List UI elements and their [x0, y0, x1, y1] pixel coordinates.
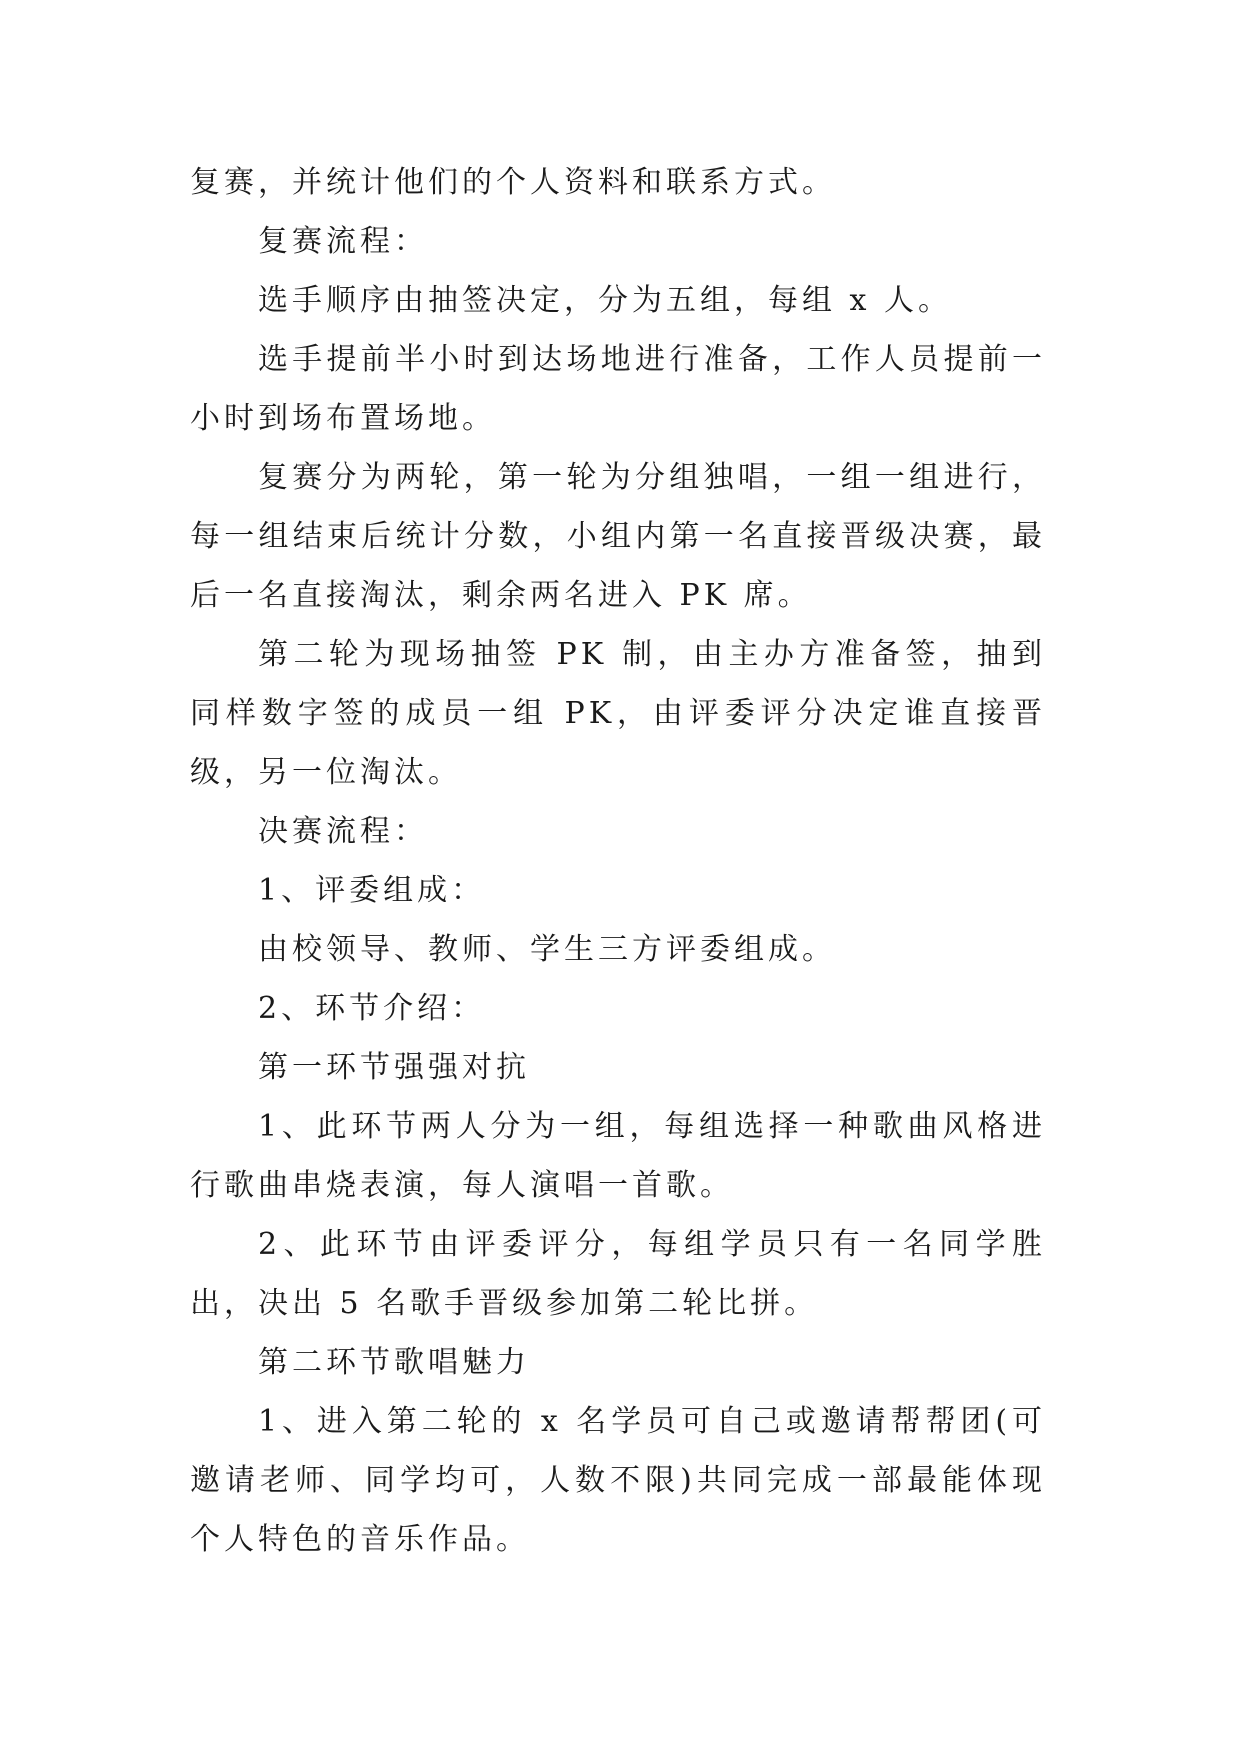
heading-segment-two: 第二环节歌唱魅力: [258, 1345, 530, 1380]
heading-final-process: 决赛流程：: [258, 814, 428, 849]
paragraph-segment-two-rule-1: 1、进入第二轮的 x 名学员可自己或邀请帮帮团(可邀请老师、同学均可，人数不限)共同完成一部最能体现个人特色的音乐作品。: [190, 1404, 1046, 1557]
paragraph-draw-order: 选手顺序由抽签决定，分为五组，每组 x 人。: [258, 283, 952, 318]
heading-segment-one: 第一环节强强对抗: [258, 1050, 530, 1085]
document-body: [190, 153, 1046, 1569]
heading-judges: 1、评委组成：: [258, 873, 486, 908]
heading-semifinal-process: 复赛流程：: [258, 224, 428, 259]
paragraph-segment-one-rule-2: 2、此环节由评委评分，每组学员只有一名同学胜出，决出 5 名歌手晋级参加第二轮比拼。: [190, 1227, 1046, 1321]
paragraph-arrival: 选手提前半小时到达场地进行准备，工作人员提前一小时到场布置场地。: [190, 342, 1046, 436]
heading-segments: 2、环节介绍：: [258, 991, 486, 1026]
paragraph-judges: 由校领导、教师、学生三方评委组成。: [258, 932, 836, 967]
paragraph-second-round-pk: 第二轮为现场抽签 PK 制，由主办方准备签，抽到同样数字签的成员一组 PK，由评委评分决定谁直接晋级，另一位淘汰。: [190, 637, 1046, 790]
paragraph-semifinal-rounds: 复赛分为两轮，第一轮为分组独唱，一组一组进行，每一组结束后统计分数，小组内第一名直接晋级决赛，最后一名直接淘汰，剩余两名进入 PK 席。: [190, 460, 1046, 613]
paragraph-segment-one-rule-1: 1、此环节两人分为一组，每组选择一种歌曲风格进行歌曲串烧表演，每人演唱一首歌。: [190, 1109, 1046, 1203]
paragraph-continuation: 复赛，并统计他们的个人资料和联系方式。: [190, 165, 836, 200]
